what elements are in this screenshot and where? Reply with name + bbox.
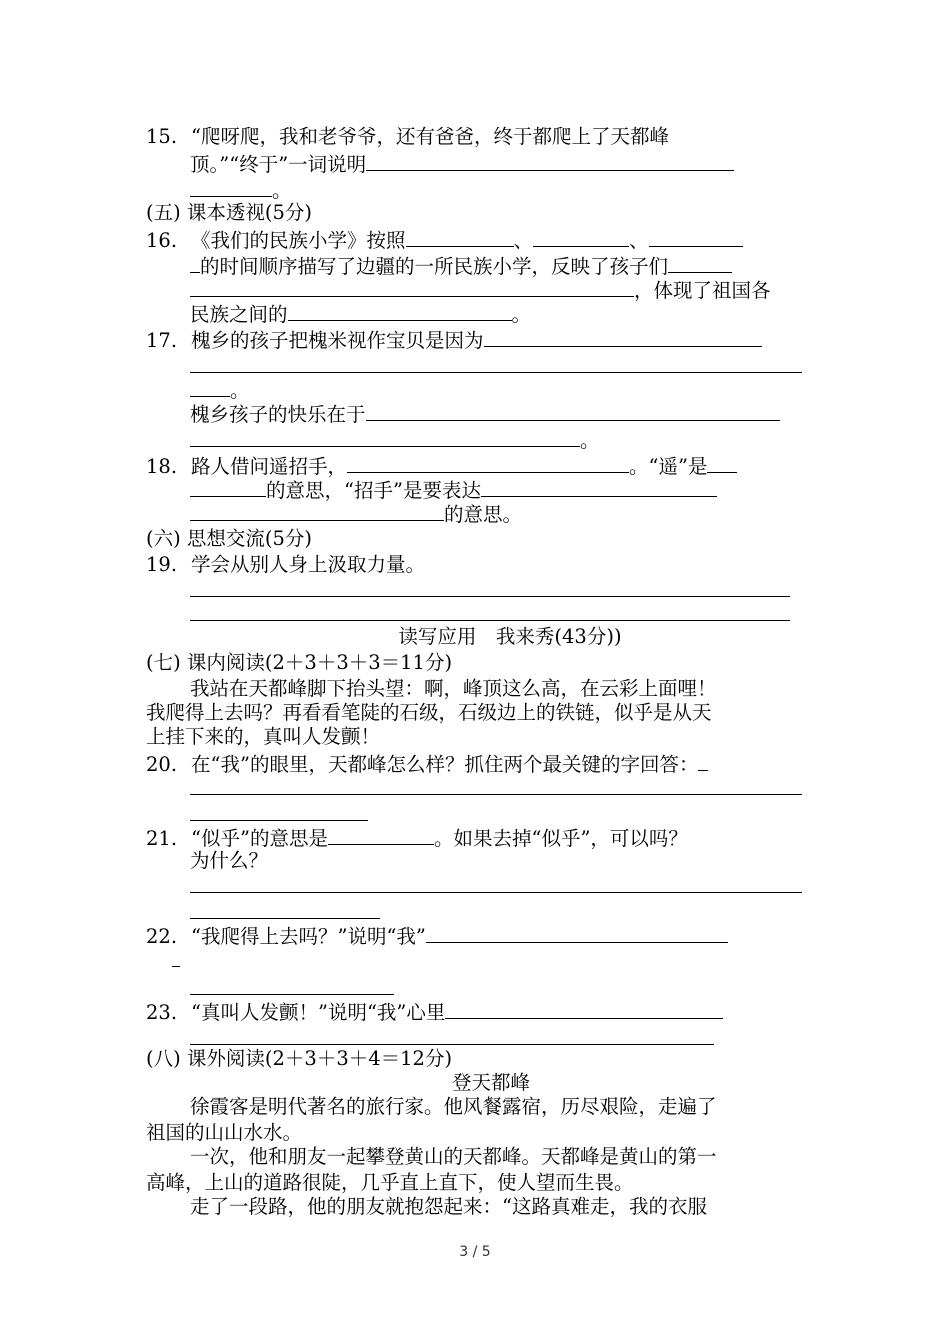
- answer-blank[interactable]: [426, 922, 728, 943]
- section-5-title: (五) 课本透视(5分): [146, 201, 313, 224]
- question-22-line1: 22. “我爬得上去吗？”说明“我”: [146, 922, 728, 950]
- answer-blank[interactable]: [406, 226, 514, 247]
- question-15-line3: 。: [190, 176, 292, 204]
- question-21-line1: 21. “似乎”的意思是 。如果去掉“似乎”，可以吗？: [146, 824, 688, 852]
- question-15-line1: 15. “爬呀爬，我和老爷爷，还有爸爸，终于都爬上了天都峰: [146, 125, 669, 148]
- part-title: 读写应用 我来秀(43分)): [398, 625, 622, 648]
- answer-line[interactable]: [190, 596, 790, 597]
- answer-line[interactable]: [190, 372, 802, 373]
- page-number: 3 / 5: [459, 1244, 491, 1260]
- question-16-line4: 民族之间的 。: [190, 300, 531, 328]
- answer-blank[interactable]: [445, 998, 723, 1019]
- section-8-title: (八) 课外阅读(2＋3＋3＋4＝12分): [146, 1047, 453, 1070]
- answer-blank[interactable]: [484, 326, 762, 347]
- passage-2-p1-line2: 祖国的山山水水。: [146, 1121, 303, 1144]
- answer-line[interactable]: [190, 994, 394, 995]
- question-21-line2: 为什么？: [190, 849, 269, 872]
- question-18-line3: 的意思。: [190, 500, 522, 528]
- passage-2-p3-line1: 走了一段路，他的朋友就抱怨起来：“这路真难走，我的衣服: [190, 1195, 707, 1218]
- answer-blank[interactable]: [707, 452, 737, 473]
- question-16-line1: 16. 《我们的民族小学》按照 、 、: [146, 226, 743, 254]
- answer-blank[interactable]: [190, 426, 580, 447]
- answer-blank[interactable]: [366, 400, 780, 421]
- answer-blank[interactable]: [649, 226, 743, 247]
- answer-line[interactable]: [172, 966, 180, 967]
- passage-2-title: 登天都峰: [452, 1071, 531, 1094]
- question-17-line4: 槐乡孩子的快乐在于: [190, 400, 780, 428]
- answer-blank[interactable]: [668, 252, 732, 273]
- passage-1-line3: 上挂下来的，真叫人发颤！: [146, 725, 381, 748]
- answer-blank[interactable]: [190, 376, 230, 397]
- question-15-line2: 顶。”“终于”一词说明: [190, 150, 734, 178]
- answer-blank[interactable]: [347, 452, 629, 473]
- question-18-line2: 的意思，“招手”是要表达: [190, 476, 717, 504]
- question-18-line1: 18. 路人借问遥招手， 。“遥”是: [146, 452, 737, 480]
- passage-2-p2-line1: 一次，他和朋友一起攀登黄山的天都峰。天都峰是黄山的第一: [190, 1145, 717, 1168]
- question-17-line1: 17. 槐乡的孩子把槐米视作宝贝是因为: [146, 326, 762, 354]
- answer-blank[interactable]: [366, 150, 734, 171]
- passage-2-p1-line1: 徐霞客是明代著名的旅行家。他风餐露宿，历尽艰险，走遍了: [190, 1095, 717, 1118]
- answer-blank[interactable]: [698, 750, 708, 771]
- answer-blank[interactable]: [533, 226, 629, 247]
- answer-line[interactable]: [190, 1044, 714, 1045]
- question-16-line2: 的时间顺序描写了边疆的一所民族小学，反映了孩子们: [190, 252, 732, 280]
- answer-blank[interactable]: [328, 824, 434, 845]
- question-19-line1: 19. 学会从别人身上汲取力量。: [146, 553, 426, 576]
- answer-line[interactable]: [190, 918, 380, 919]
- answer-blank[interactable]: [190, 476, 266, 497]
- answer-blank[interactable]: [481, 476, 717, 497]
- answer-blank[interactable]: [190, 176, 272, 197]
- answer-line[interactable]: [190, 620, 790, 621]
- answer-blank[interactable]: [190, 500, 444, 521]
- question-17-line3: 。: [190, 376, 250, 404]
- question-number: 15.: [146, 125, 178, 148]
- section-6-title: (六) 思想交流(5分): [146, 527, 313, 550]
- question-16-line3: ，体现了祖国各: [190, 276, 771, 304]
- section-7-title: (七) 课内阅读(2＋3＋3＋3＝11分): [146, 651, 453, 674]
- question-20-line1: 20. 在“我”的眼里，天都峰怎么样？抓住两个最关键的字回答：: [146, 750, 708, 778]
- answer-blank[interactable]: [190, 252, 200, 273]
- answer-blank[interactable]: [190, 276, 634, 297]
- answer-line[interactable]: [190, 820, 368, 821]
- answer-blank[interactable]: [288, 300, 512, 321]
- answer-line[interactable]: [190, 892, 802, 893]
- passage-2-p2-line2: 高峰，上山的道路很陡，几乎直上直下，使人望而生畏。: [146, 1171, 634, 1194]
- passage-1-line1: 我站在天都峰脚下抬头望：啊，峰顶这么高，在云彩上面哩！: [190, 677, 717, 700]
- question-23-line1: 23. “真叫人发颤！”说明“我”心里: [146, 998, 723, 1026]
- question-17-line5: 。: [190, 426, 600, 454]
- passage-1-line2: 我爬得上去吗？再看看笔陡的石级，石级边上的铁链，似乎是从天: [146, 701, 712, 724]
- answer-line[interactable]: [190, 794, 802, 795]
